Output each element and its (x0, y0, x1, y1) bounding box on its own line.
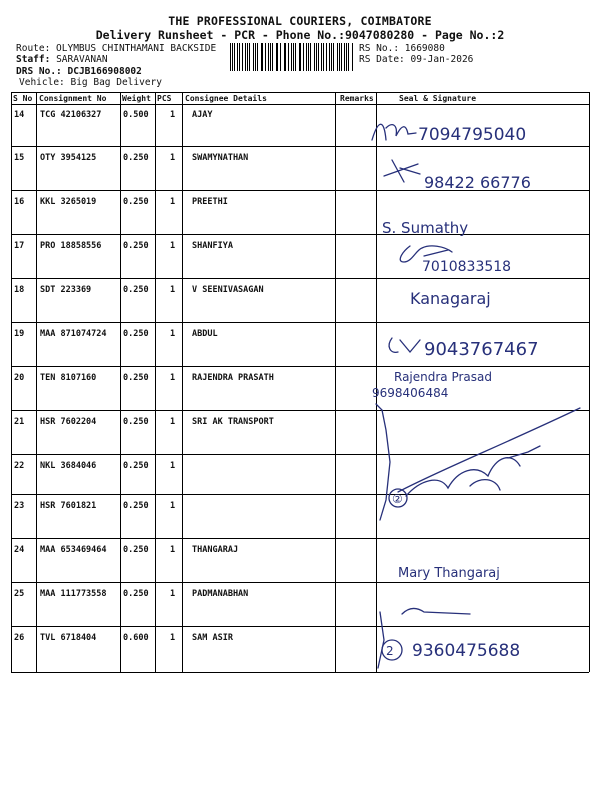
rs-number: RS No.: 1669080 (359, 43, 445, 54)
column-divider (182, 92, 183, 672)
barcode-bar (265, 43, 266, 71)
column-divider (155, 92, 156, 672)
row-divider (11, 190, 589, 191)
barcode-bar (280, 43, 281, 71)
row-sno: 20 (14, 373, 25, 383)
barcode-bar (272, 43, 273, 71)
row-consignment-no: TCG 42106327 (40, 110, 102, 120)
table-bottom-border (11, 672, 589, 673)
column-divider (335, 92, 336, 672)
rs-date: RS Date: 09-Jan-2026 (359, 54, 474, 65)
row-consignee: PREETHI (192, 197, 228, 207)
handwritten-phone: 7010833518 (422, 259, 512, 275)
col-header-pcs: PCS (157, 94, 172, 103)
barcode-bar (310, 43, 311, 71)
row-divider (11, 538, 589, 539)
row-weight: 0.500 (123, 110, 149, 120)
row-pcs: 1 (170, 373, 176, 383)
barcode-bar (329, 43, 330, 71)
row-consignee: V SEENIVASAGAN (192, 285, 264, 295)
row-consignee: AJAY (192, 110, 213, 120)
col-header-signature: Seal & Signature (399, 94, 477, 103)
row-consignment-no: HSR 7601821 (40, 501, 97, 511)
row-pcs: 1 (170, 589, 176, 599)
row-consignee: PADMANABHAN (192, 589, 249, 599)
barcode-bar (239, 43, 240, 71)
staff-name: SARAVANAN (56, 54, 108, 65)
bracket-mark (376, 404, 390, 520)
row-pcs: 1 (170, 501, 176, 511)
row-sno: 17 (14, 241, 25, 251)
row-sno: 15 (14, 153, 25, 163)
signature-scribble (389, 338, 420, 352)
drs-label: DRS No.: (16, 66, 62, 77)
row-pcs: 1 (170, 329, 176, 339)
row-consignee: SHANFIYA (192, 241, 233, 251)
handwritten-count: 2 (386, 644, 394, 658)
table-header-border (11, 104, 589, 105)
row-consignment-no: MAA 653469464 (40, 545, 107, 555)
row-weight: 0.250 (123, 417, 149, 427)
staff-line (16, 54, 108, 65)
row-divider (11, 278, 589, 279)
row-pcs: 1 (170, 153, 176, 163)
row-consignment-no: HSR 7602204 (40, 417, 97, 427)
circled-number-mark (389, 489, 407, 507)
signature-scribble (402, 609, 470, 615)
row-divider (11, 322, 589, 323)
barcode-bar (249, 43, 250, 71)
handwritten-phone: 9698406484 (372, 386, 449, 400)
row-divider (11, 146, 589, 147)
row-pcs: 1 (170, 461, 176, 471)
row-consignment-no: OTY 3954125 (40, 153, 97, 163)
row-pcs: 1 (170, 417, 176, 427)
barcode-bar (333, 43, 334, 71)
row-pcs: 1 (170, 241, 176, 251)
row-weight: 0.250 (123, 285, 149, 295)
handwritten-phone: 7094795040 (418, 125, 527, 145)
table-top-border (11, 92, 589, 93)
col-header-sno: S No (13, 94, 33, 103)
row-sno: 26 (14, 633, 25, 643)
signature-scribble (400, 246, 452, 262)
handwritten-count: ② (392, 492, 403, 506)
column-divider (36, 92, 37, 672)
row-sno: 18 (14, 285, 25, 295)
barcode-bar (253, 43, 254, 71)
row-consignee: RAJENDRA PRASATH (192, 373, 274, 383)
circled-number-mark (382, 640, 402, 660)
row-pcs: 1 (170, 197, 176, 207)
row-weight: 0.250 (123, 545, 149, 555)
row-weight: 0.250 (123, 197, 149, 207)
drs-number: DCJB166908002 (67, 66, 142, 77)
barcode-bar (237, 43, 238, 71)
barcode (230, 43, 354, 71)
row-consignment-no: MAA 111773558 (40, 589, 107, 599)
barcode-bar (257, 43, 258, 71)
row-weight: 0.250 (123, 461, 149, 471)
row-consignment-no: TVL 6718404 (40, 633, 97, 643)
row-sno: 16 (14, 197, 25, 207)
column-divider (589, 92, 590, 672)
handwritten-name: Rajendra Prasad (394, 370, 493, 384)
column-divider (120, 92, 121, 672)
col-header-weight: Weight (122, 94, 151, 103)
barcode-bar (295, 43, 296, 71)
column-divider (376, 92, 377, 672)
row-divider (11, 494, 589, 495)
runsheet-subtitle: Delivery Runsheet - PCR - Phone No.:9047080280 - Page No.:2 (95, 28, 505, 42)
drs-line (16, 66, 142, 77)
row-weight: 0.250 (123, 153, 149, 163)
row-consignee: SRI AK TRANSPORT (192, 417, 274, 427)
row-sno: 24 (14, 545, 25, 555)
col-header-consignment: Consignment No (39, 94, 107, 103)
barcode-bar (277, 43, 278, 71)
row-consignment-no: SDT 223369 (40, 285, 92, 295)
row-consignment-no: MAA 871074724 (40, 329, 107, 339)
company-title: THE PROFESSIONAL COURIERS, COIMBATORE (168, 14, 432, 28)
row-consignment-no: KKL 3265019 (40, 197, 97, 207)
row-divider (11, 582, 589, 583)
row-weight: 0.600 (123, 633, 149, 643)
row-sno: 25 (14, 589, 25, 599)
row-weight: 0.250 (123, 589, 149, 599)
row-sno: 21 (14, 417, 25, 427)
col-header-remarks: Remarks (340, 94, 374, 103)
barcode-bar (291, 43, 292, 71)
handwritten-phone: 98422 66776 (424, 173, 531, 192)
row-pcs: 1 (170, 633, 176, 643)
barcode-bar (230, 43, 231, 71)
row-pcs: 1 (170, 545, 176, 555)
handwritten-phone: 9043767467 (424, 339, 539, 360)
barcode-bar (346, 43, 347, 71)
row-consignee: ABDUL (192, 329, 218, 339)
row-divider (11, 454, 589, 455)
signature-scribble (398, 408, 580, 496)
row-pcs: 1 (170, 110, 176, 120)
row-sno: 14 (14, 110, 25, 120)
row-weight: 0.250 (123, 373, 149, 383)
row-divider (11, 234, 589, 235)
column-divider (11, 92, 12, 672)
row-divider (11, 626, 589, 627)
barcode-bar (321, 43, 322, 71)
handwritten-name: Kanagaraj (410, 289, 491, 308)
barcode-bar (348, 43, 349, 71)
row-consignee: SAM ASIR (192, 633, 233, 643)
row-pcs: 1 (170, 285, 176, 295)
row-weight: 0.250 (123, 501, 149, 511)
barcode-bar (337, 43, 338, 71)
signature-scribble (372, 124, 416, 140)
row-consignee: THANGARAJ (192, 545, 239, 555)
row-consignment-no: PRO 18858556 (40, 241, 102, 251)
handwritten-name: S. Sumathy (382, 219, 469, 237)
handwritten-phone: 9360475688 (412, 641, 521, 661)
row-sno: 23 (14, 501, 25, 511)
barcode-bar (303, 43, 304, 71)
staff-label: Staff: (16, 54, 51, 65)
route-label: Route: OLYMBUS CHINTHAMANI BACKSIDE (16, 43, 217, 54)
row-divider (11, 366, 589, 367)
row-sno: 19 (14, 329, 25, 339)
vehicle-label: Vehicle: Big Bag Delivery (19, 77, 162, 88)
row-divider (11, 410, 589, 411)
row-weight: 0.250 (123, 241, 149, 251)
row-consignment-no: TEN 8107160 (40, 373, 97, 383)
barcode-bar (314, 43, 315, 71)
row-sno: 22 (14, 461, 25, 471)
row-consignee: SWAMYNATHAN (192, 153, 249, 163)
signature-scribble (384, 160, 420, 182)
bracket-mark (378, 612, 384, 668)
handwritten-name: Mary Thangaraj (398, 566, 500, 581)
row-weight: 0.250 (123, 329, 149, 339)
col-header-consignee: Consignee Details (185, 94, 267, 103)
row-consignment-no: NKL 3684046 (40, 461, 97, 471)
